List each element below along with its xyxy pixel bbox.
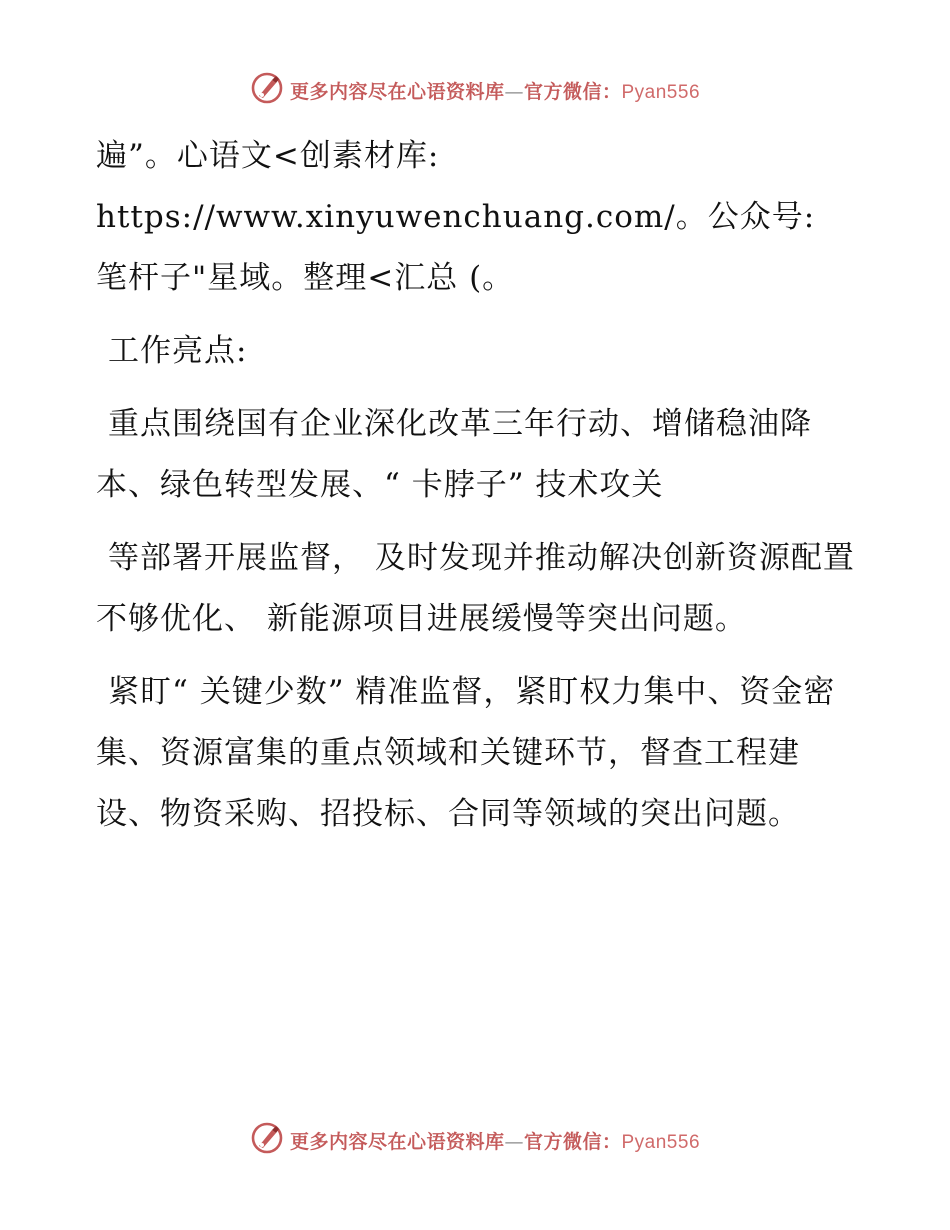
footer-watermark — [0, 1120, 950, 1160]
paragraph-key-minority: 紧盯“ 关键少数” 精准监督，紧盯权力集中、资金密集、资源富集的重点领域和关键环节，督查工程建设、物资采购、招投标、合同等领域的突出问题。 — [96, 674, 836, 832]
document-body — [96, 126, 856, 857]
paragraph-heading-highlights: 工作亮点: — [108, 333, 248, 369]
quill-pen-seal-icon — [250, 71, 284, 109]
paragraph-focus-areas: 重点围绕国有企业深化改革三年行动、增储稳油降本、绿色转型发展、“ 卡脖子” 技术攻关 — [96, 406, 812, 503]
watermark-text: 更多内容尽在心语资料库—官方微信：Pyan556 — [289, 1130, 701, 1153]
quill-pen-seal-icon — [250, 1121, 284, 1159]
header-watermark — [0, 70, 950, 110]
watermark-text: 更多内容尽在心语资料库—官方微信：Pyan556 — [289, 80, 701, 103]
paragraph-source-note: 遍”。心语文<创素材库: https://www.xinyuwenchuang.com/。公众号: 笔杆子"星域。整理<汇总 (。 — [96, 138, 816, 296]
paragraph-supervision-results: 等部署开展监督， 及时发现并推动解决创新资源配置不够优化、 新能源项目进展缓慢等突出问题。 — [96, 540, 855, 637]
